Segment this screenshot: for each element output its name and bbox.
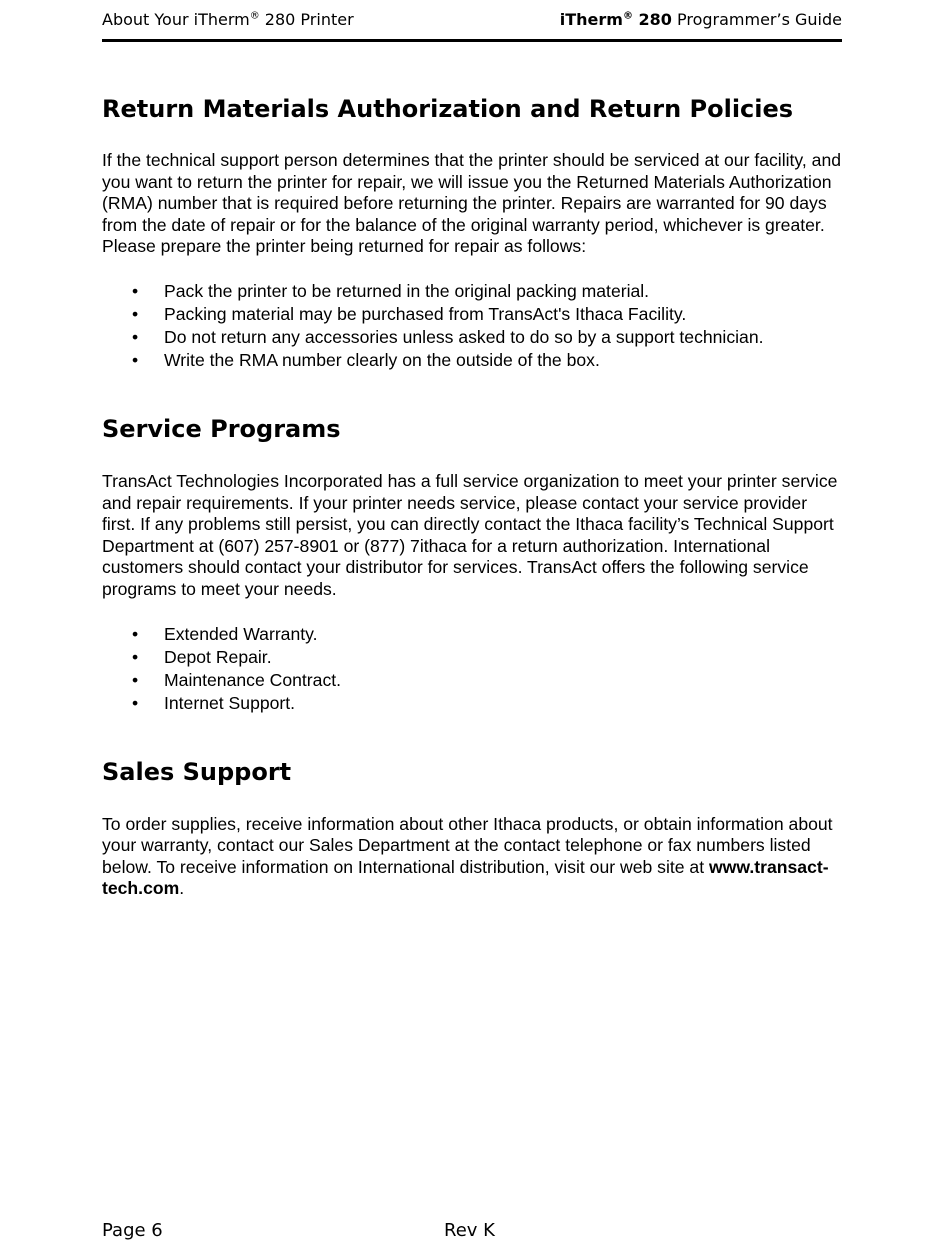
list-item: • Do not return any accessories unless asked to do so by a support technician. [132, 326, 764, 347]
service-programs-paragraph: TransAct Technologies Incorporated has a full service organization to meet your printer service and repair requirements. If your printer needs service, please contact your service provider first. If any problems still persist, you can directly contact the Ithaca facility’s Technical Support Department at (607) 257-8901 or (877) 7ithaca for a return authorization. International customers should contact your distributor for services. TransAct offers the following service programs to meet your needs. [102, 470, 838, 599]
list-item: • Packing material may be purchased from TransAct's Ithaca Facility. [132, 303, 687, 324]
list-item: • Write the RMA number clearly on the outside of the box. [132, 349, 600, 370]
bullet-icon: • [132, 303, 139, 324]
bullet-icon: • [132, 646, 139, 667]
rma-heading: Return Materials Authorization and Return Policies [102, 95, 794, 123]
service-programs-list [102, 623, 842, 715]
bullet-icon: • [132, 326, 139, 347]
bullet-icon: • [132, 669, 139, 690]
list-item: • Internet Support. [132, 692, 296, 713]
header-document-title: iTherm® 280 Programmer’s Guide [559, 10, 842, 29]
bullet-icon: • [132, 280, 139, 301]
list-item: • Depot Repair. [132, 646, 272, 667]
bullet-icon: • [132, 349, 139, 370]
header-rule [102, 39, 842, 42]
list-item: • Maintenance Contract. [132, 669, 342, 690]
rma-bullet-list [102, 280, 842, 372]
rma-paragraph: If the technical support person determines that the printer should be serviced at our facility, and you want to return the printer for repair, we will issue you the Returned Materials Authorization (RMA) number that is required before returning the printer. Repairs are warranted for 90 days from the date of repair or for the balance of the original warranty period, whichever is greater. Please prepare the printer being returned for repair as follows: [102, 150, 842, 257]
list-item: • Extended Warranty. [132, 623, 318, 644]
page-header [102, 8, 842, 34]
service-programs-heading: Service Programs [102, 414, 341, 443]
website-link[interactable]: www.transact-tech.com [102, 856, 829, 899]
bullet-icon: • [132, 623, 139, 644]
revision-label: Rev K [444, 1220, 495, 1241]
page-number: Page 6 [102, 1220, 163, 1241]
bullet-icon: • [132, 692, 139, 713]
list-item: • Pack the printer to be returned in the original packing material. [132, 280, 650, 301]
page-content [102, 90, 842, 900]
sales-support-paragraph: To order supplies, receive information about other Ithaca products, or obtain information about your warranty, contact our Sales Department at the contact telephone or fax numbers listed below. To receive information on International distribution, visit our web site at www.transact-tech.com. [102, 813, 833, 899]
sales-support-heading: Sales Support [102, 757, 292, 786]
header-section-title: About Your iTherm® 280 Printer [102, 10, 354, 29]
